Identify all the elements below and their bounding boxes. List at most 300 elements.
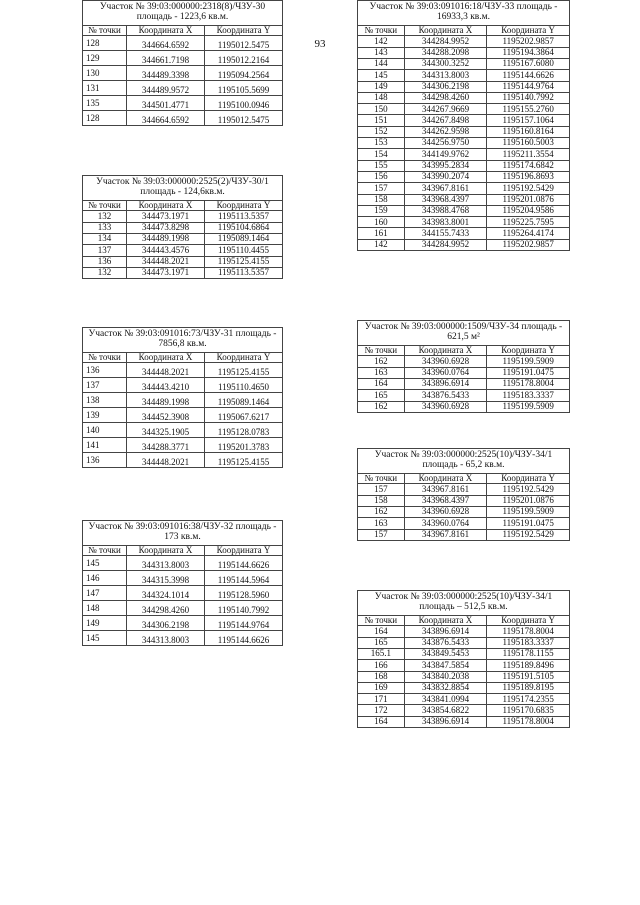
coordinate-y-cell: 1195144.6626 xyxy=(205,556,283,571)
table-row xyxy=(358,160,570,171)
table-row xyxy=(358,506,570,517)
table-row xyxy=(83,378,283,393)
table-row xyxy=(358,217,570,228)
coordinate-y-cell: 1195144.6626 xyxy=(487,70,570,81)
table-row xyxy=(83,556,283,571)
table-row xyxy=(83,363,283,378)
coordinate-x-cell: 343960.0764 xyxy=(404,367,487,378)
coordinate-y-cell: 1195192.5429 xyxy=(487,529,570,540)
table-row xyxy=(358,70,570,81)
point-number-cell: 163 xyxy=(358,367,405,378)
table-row xyxy=(358,356,570,367)
table-row xyxy=(358,694,570,705)
table-row xyxy=(358,205,570,216)
coordinate-x-cell: 343854.6822 xyxy=(404,705,487,716)
table-row xyxy=(83,245,283,256)
table-row xyxy=(358,138,570,149)
point-number-header: № точки xyxy=(358,615,405,625)
parcel-title: Участок № 39:03:091016:18/ЧЗУ-33 площадь - 16933,3 кв.м. xyxy=(358,1,570,26)
point-number-cell: 157 xyxy=(358,484,405,495)
point-number-cell: 132 xyxy=(83,267,127,278)
parcel-table-block xyxy=(82,0,283,126)
table-row xyxy=(83,51,283,66)
parcel-table-block xyxy=(357,448,570,541)
table-row xyxy=(83,96,283,111)
point-number-cell: 171 xyxy=(358,694,405,705)
parcel-title: Участок № 39:03:000000:2525(10)/ЧЗУ-34/1 площадь – 512,5 кв.м. xyxy=(358,591,570,616)
coordinate-x-cell: 344288.3771 xyxy=(127,438,205,453)
point-number-cell: 166 xyxy=(358,660,405,671)
coordinate-y-cell: 1195105.5699 xyxy=(205,81,283,96)
coordinate-y-cell: 1195183.3337 xyxy=(487,637,570,648)
point-number-cell: 160 xyxy=(358,217,405,228)
parcel-coordinates-table xyxy=(82,175,283,279)
point-number-cell: 148 xyxy=(83,601,127,616)
point-number-cell: 145 xyxy=(83,556,127,571)
coordinate-y-header: Координата Y xyxy=(487,345,570,355)
coordinate-y-cell: 1195012.5475 xyxy=(205,111,283,126)
coordinate-x-cell: 344267.8498 xyxy=(404,115,487,126)
parcel-table-block xyxy=(82,520,283,646)
coordinate-x-header: Координата X xyxy=(404,25,487,35)
parcel-title: Участок № 39:03:091016:73/ЧЗУ-31 площадь - 7856,8 кв.м. xyxy=(83,328,283,353)
coordinate-x-cell: 344300.3252 xyxy=(404,58,487,69)
coordinate-x-cell: 344448.2021 xyxy=(127,363,205,378)
table-row xyxy=(83,222,283,233)
coordinate-y-cell: 1195178.1155 xyxy=(487,648,570,659)
coordinate-x-cell: 344306.2198 xyxy=(127,616,205,631)
point-number-header: № точки xyxy=(83,200,127,210)
coordinate-x-cell: 343995.2834 xyxy=(404,160,487,171)
coordinate-x-cell: 344448.2021 xyxy=(127,256,205,267)
coordinate-y-cell: 1195160.8164 xyxy=(487,126,570,137)
point-number-cell: 151 xyxy=(358,115,405,126)
coordinate-y-cell: 1195194.3864 xyxy=(487,47,570,58)
coordinate-x-cell: 344288.2098 xyxy=(404,47,487,58)
coordinate-x-cell: 344489.1998 xyxy=(127,393,205,408)
point-number-cell: 146 xyxy=(83,571,127,586)
coordinate-y-cell: 1195144.9764 xyxy=(205,616,283,631)
coordinate-y-cell: 1195211.3554 xyxy=(487,149,570,160)
table-row xyxy=(358,484,570,495)
coordinate-y-cell: 1195110.4455 xyxy=(205,245,283,256)
coordinate-y-header: Координата Y xyxy=(205,200,283,210)
point-number-cell: 150 xyxy=(358,104,405,115)
point-number-cell: 164 xyxy=(358,378,405,389)
page-number: 93 xyxy=(314,38,326,50)
table-row xyxy=(83,81,283,96)
coordinate-x-cell: 344489.9572 xyxy=(127,81,205,96)
parcel-title: Участок № 39:03:000000:2318(8)/ЧЗУ-30 площадь - 1223,6 кв.м. xyxy=(83,1,283,26)
table-row xyxy=(358,378,570,389)
point-number-cell: 164 xyxy=(358,626,405,637)
coordinate-y-cell: 1195199.5909 xyxy=(487,401,570,412)
table-row xyxy=(358,149,570,160)
point-number-cell: 145 xyxy=(358,70,405,81)
table-row xyxy=(358,682,570,693)
coordinate-y-cell: 1195201.0876 xyxy=(487,194,570,205)
coordinate-x-cell: 344267.9669 xyxy=(404,104,487,115)
coordinate-y-cell: 1195125.4155 xyxy=(205,453,283,468)
coordinate-x-cell: 343960.0764 xyxy=(404,518,487,529)
point-number-cell: 158 xyxy=(358,194,405,205)
point-number-cell: 139 xyxy=(83,408,127,423)
coordinate-y-header: Координата Y xyxy=(205,352,283,362)
coordinate-y-cell: 1195144.5964 xyxy=(205,571,283,586)
coordinate-x-cell: 344149.9762 xyxy=(404,149,487,160)
coordinate-x-cell: 343990.2074 xyxy=(404,171,487,182)
table-row xyxy=(83,408,283,423)
coordinate-x-cell: 344315.3998 xyxy=(127,571,205,586)
coordinate-y-cell: 1195157.1064 xyxy=(487,115,570,126)
coordinate-y-cell: 1195160.5003 xyxy=(487,138,570,149)
coordinate-x-cell: 344443.4210 xyxy=(127,378,205,393)
point-number-cell: 155 xyxy=(358,160,405,171)
table-row xyxy=(358,518,570,529)
point-number-cell: 138 xyxy=(83,393,127,408)
point-number-cell: 158 xyxy=(358,495,405,506)
point-number-cell: 165 xyxy=(358,390,405,401)
coordinate-y-cell: 1195202.9857 xyxy=(487,239,570,250)
coordinate-x-cell: 343967.8161 xyxy=(404,484,487,495)
coordinate-y-cell: 1195144.6626 xyxy=(205,631,283,646)
table-row xyxy=(358,529,570,540)
parcel-table-block xyxy=(357,0,570,251)
coordinate-x-cell: 344501.4771 xyxy=(127,96,205,111)
point-number-header: № точки xyxy=(358,473,405,483)
table-row xyxy=(358,716,570,727)
point-number-cell: 152 xyxy=(358,126,405,137)
coordinate-x-cell: 344664.6592 xyxy=(127,36,205,51)
coordinate-x-cell: 344298.4260 xyxy=(127,601,205,616)
coordinate-x-cell: 344298.4260 xyxy=(404,92,487,103)
coordinate-x-cell: 343849.5453 xyxy=(404,648,487,659)
coordinate-x-cell: 343876.5433 xyxy=(404,637,487,648)
point-number-cell: 145 xyxy=(83,631,127,646)
table-row xyxy=(358,58,570,69)
point-number-cell: 159 xyxy=(358,205,405,216)
coordinate-x-cell: 344489.1998 xyxy=(127,233,205,244)
table-row xyxy=(358,183,570,194)
point-number-cell: 137 xyxy=(83,378,127,393)
coordinate-y-cell: 1195012.5475 xyxy=(205,36,283,51)
coordinate-x-cell: 343967.8161 xyxy=(404,529,487,540)
point-number-cell: 144 xyxy=(358,58,405,69)
point-number-cell: 133 xyxy=(83,222,127,233)
point-number-cell: 128 xyxy=(83,111,127,126)
point-number-cell: 136 xyxy=(83,363,127,378)
coordinate-y-cell: 1195199.5909 xyxy=(487,506,570,517)
point-number-cell: 161 xyxy=(358,228,405,239)
point-number-cell: 164 xyxy=(358,716,405,727)
coordinate-x-cell: 343960.6928 xyxy=(404,401,487,412)
table-row xyxy=(358,648,570,659)
coordinate-x-cell: 343832.8854 xyxy=(404,682,487,693)
table-row xyxy=(358,495,570,506)
point-number-cell: 136 xyxy=(83,453,127,468)
table-row xyxy=(83,438,283,453)
parcel-title: Участок № 39:03:000000:2525(2)/ЧЗУ-30/1 площадь - 124,6кв.м. xyxy=(83,176,283,201)
coordinate-y-cell: 1195104.6864 xyxy=(205,222,283,233)
table-row xyxy=(358,81,570,92)
coordinate-x-cell: 343960.6928 xyxy=(404,356,487,367)
coordinate-x-cell: 343968.4397 xyxy=(404,495,487,506)
point-number-cell: 132 xyxy=(83,211,127,222)
table-row xyxy=(358,194,570,205)
parcel-coordinates-table xyxy=(82,0,283,126)
coordinate-y-cell: 1195178.8004 xyxy=(487,378,570,389)
table-row xyxy=(358,92,570,103)
coordinate-y-cell: 1195144.9764 xyxy=(487,81,570,92)
point-number-header: № точки xyxy=(358,25,405,35)
coordinate-x-cell: 344313.8003 xyxy=(127,556,205,571)
parcel-table-block xyxy=(82,175,283,279)
parcel-coordinates-table xyxy=(357,590,570,728)
coordinate-x-header: Координата X xyxy=(127,352,205,362)
point-number-cell: 129 xyxy=(83,51,127,66)
parcel-table-block xyxy=(82,327,283,468)
table-row xyxy=(358,660,570,671)
coordinate-x-cell: 343983.8001 xyxy=(404,217,487,228)
coordinate-x-cell: 343847.5854 xyxy=(404,660,487,671)
coordinate-y-cell: 1195094.2564 xyxy=(205,66,283,81)
coordinate-x-cell: 343896.6914 xyxy=(404,378,487,389)
table-row xyxy=(358,637,570,648)
point-number-cell: 162 xyxy=(358,401,405,412)
coordinate-y-cell: 1195196.8693 xyxy=(487,171,570,182)
parcel-coordinates-table xyxy=(82,520,283,646)
point-number-cell: 147 xyxy=(83,586,127,601)
coordinate-y-header: Координата Y xyxy=(487,615,570,625)
coordinate-y-cell: 1195189.8195 xyxy=(487,682,570,693)
coordinate-y-cell: 1195155.2760 xyxy=(487,104,570,115)
coordinate-x-cell: 344284.9952 xyxy=(404,36,487,47)
table-row xyxy=(358,126,570,137)
coordinate-y-cell: 1195225.7595 xyxy=(487,217,570,228)
table-row xyxy=(83,233,283,244)
table-row xyxy=(358,171,570,182)
point-number-cell: 128 xyxy=(83,36,127,51)
table-row xyxy=(358,239,570,250)
coordinate-y-cell: 1195089.1464 xyxy=(205,233,283,244)
coordinate-y-cell: 1195202.9857 xyxy=(487,36,570,47)
coordinate-x-cell: 344664.6592 xyxy=(127,111,205,126)
point-number-cell: 142 xyxy=(358,36,405,47)
coordinate-y-cell: 1195128.0783 xyxy=(205,423,283,438)
point-number-cell: 136 xyxy=(83,256,127,267)
table-row xyxy=(83,256,283,267)
coordinate-y-cell: 1195192.5429 xyxy=(487,183,570,194)
coordinate-x-cell: 344284.9952 xyxy=(404,239,487,250)
coordinate-y-cell: 1195140.7992 xyxy=(205,601,283,616)
coordinate-y-cell: 1195128.5960 xyxy=(205,586,283,601)
coordinate-x-header: Координата X xyxy=(404,615,487,625)
parcel-table-block xyxy=(357,320,570,413)
point-number-cell: 140 xyxy=(83,423,127,438)
coordinate-y-cell: 1195191.5105 xyxy=(487,671,570,682)
parcel-title: Участок № 39:03:091016:38/ЧЗУ-32 площадь - 173 кв.м. xyxy=(83,521,283,546)
coordinate-x-cell: 344155.7433 xyxy=(404,228,487,239)
point-number-cell: 172 xyxy=(358,705,405,716)
point-number-header: № точки xyxy=(83,352,127,362)
coordinate-x-cell: 343840.2038 xyxy=(404,671,487,682)
table-row xyxy=(83,601,283,616)
coordinate-x-cell: 343967.8161 xyxy=(404,183,487,194)
point-number-cell: 169 xyxy=(358,682,405,693)
point-number-cell: 131 xyxy=(83,81,127,96)
point-number-cell: 163 xyxy=(358,518,405,529)
point-number-cell: 143 xyxy=(358,47,405,58)
point-number-cell: 154 xyxy=(358,149,405,160)
table-row xyxy=(358,115,570,126)
table-row xyxy=(83,111,283,126)
coordinate-x-cell: 344473.1971 xyxy=(127,267,205,278)
point-number-cell: 157 xyxy=(358,529,405,540)
table-row xyxy=(83,571,283,586)
point-number-cell: 141 xyxy=(83,438,127,453)
point-number-cell: 130 xyxy=(83,66,127,81)
coordinate-y-cell: 1195178.8004 xyxy=(487,626,570,637)
table-row xyxy=(83,616,283,631)
coordinate-x-cell: 344325.1905 xyxy=(127,423,205,438)
table-row xyxy=(358,36,570,47)
coordinate-y-cell: 1195125.4155 xyxy=(205,256,283,267)
coordinate-x-cell: 344324.1014 xyxy=(127,586,205,601)
coordinate-x-cell: 343960.6928 xyxy=(404,506,487,517)
table-row xyxy=(358,401,570,412)
point-number-cell: 157 xyxy=(358,183,405,194)
point-number-cell: 156 xyxy=(358,171,405,182)
coordinate-x-cell: 344489.3398 xyxy=(127,66,205,81)
table-row xyxy=(83,267,283,278)
coordinate-y-cell: 1195191.0475 xyxy=(487,518,570,529)
point-number-header: № точки xyxy=(83,545,127,555)
coordinate-y-cell: 1195189.8496 xyxy=(487,660,570,671)
coordinate-y-cell: 1195100.0946 xyxy=(205,96,283,111)
coordinate-y-cell: 1195110.4650 xyxy=(205,378,283,393)
coordinate-x-cell: 344313.8003 xyxy=(127,631,205,646)
coordinate-y-cell: 1195174.2355 xyxy=(487,694,570,705)
coordinate-x-cell: 344313.8003 xyxy=(404,70,487,81)
coordinate-x-cell: 343896.6914 xyxy=(404,626,487,637)
point-number-cell: 162 xyxy=(358,506,405,517)
coordinate-x-cell: 343896.6914 xyxy=(404,716,487,727)
table-row xyxy=(358,367,570,378)
coordinate-x-cell: 344661.7198 xyxy=(127,51,205,66)
point-number-cell: 134 xyxy=(83,233,127,244)
coordinate-y-header: Координата Y xyxy=(205,545,283,555)
coordinate-x-cell: 343876.5433 xyxy=(404,390,487,401)
point-number-cell: 135 xyxy=(83,96,127,111)
coordinate-y-cell: 1195264.4174 xyxy=(487,228,570,239)
coordinate-x-cell: 344452.3908 xyxy=(127,408,205,423)
table-row xyxy=(358,47,570,58)
table-row xyxy=(83,66,283,81)
coordinate-y-cell: 1195089.1464 xyxy=(205,393,283,408)
table-row xyxy=(83,631,283,646)
coordinate-x-cell: 344256.9750 xyxy=(404,138,487,149)
coordinate-y-cell: 1195183.3337 xyxy=(487,390,570,401)
point-number-cell: 153 xyxy=(358,138,405,149)
coordinate-x-header: Координата X xyxy=(127,25,205,35)
coordinate-x-cell: 343968.4397 xyxy=(404,194,487,205)
point-number-cell: 165.1 xyxy=(358,648,405,659)
coordinate-y-cell: 1195170.6835 xyxy=(487,705,570,716)
parcel-coordinates-table xyxy=(357,320,570,413)
coordinate-y-cell: 1195067.6217 xyxy=(205,408,283,423)
table-row xyxy=(83,423,283,438)
coordinate-x-header: Координата X xyxy=(127,200,205,210)
coordinate-x-cell: 344473.8298 xyxy=(127,222,205,233)
point-number-cell: 162 xyxy=(358,356,405,367)
coordinate-y-cell: 1195201.3783 xyxy=(205,438,283,453)
point-number-header: № точки xyxy=(358,345,405,355)
table-row xyxy=(83,393,283,408)
table-row xyxy=(83,453,283,468)
point-number-cell: 142 xyxy=(358,239,405,250)
coordinate-y-cell: 1195174.6842 xyxy=(487,160,570,171)
table-row xyxy=(358,104,570,115)
coordinate-y-header: Координата Y xyxy=(205,25,283,35)
coordinate-x-cell: 343841.0994 xyxy=(404,694,487,705)
coordinate-y-header: Координата Y xyxy=(487,473,570,483)
coordinate-y-cell: 1195178.8004 xyxy=(487,716,570,727)
coordinate-y-header: Координата Y xyxy=(487,25,570,35)
coordinate-y-cell: 1195199.5909 xyxy=(487,356,570,367)
coordinate-x-cell: 343988.4768 xyxy=(404,205,487,216)
point-number-cell: 149 xyxy=(83,616,127,631)
parcel-table-block xyxy=(357,590,570,728)
coordinate-x-header: Координата X xyxy=(404,345,487,355)
table-row xyxy=(358,228,570,239)
parcel-coordinates-table xyxy=(357,0,570,251)
parcel-title: Участок № 39:03:000000:1509/ЧЗУ-34 площадь - 621,5 м² xyxy=(358,321,570,346)
table-row xyxy=(83,586,283,601)
coordinate-y-cell: 1195192.5429 xyxy=(487,484,570,495)
coordinate-x-cell: 344443.4576 xyxy=(127,245,205,256)
table-row xyxy=(358,390,570,401)
coordinate-y-cell: 1195201.0876 xyxy=(487,495,570,506)
coordinate-y-cell: 1195012.2164 xyxy=(205,51,283,66)
point-number-cell: 137 xyxy=(83,245,127,256)
point-number-cell: 165 xyxy=(358,637,405,648)
coordinate-x-header: Координата X xyxy=(404,473,487,483)
table-row xyxy=(358,671,570,682)
coordinate-x-cell: 344448.2021 xyxy=(127,453,205,468)
coordinate-y-cell: 1195113.5357 xyxy=(205,211,283,222)
coordinate-x-cell: 344262.9598 xyxy=(404,126,487,137)
parcel-title: Участок № 39:03:000000:2525(10)/ЧЗУ-34/1 площадь - 65,2 кв.м. xyxy=(358,449,570,474)
coordinate-y-cell: 1195167.6080 xyxy=(487,58,570,69)
coordinate-y-cell: 1195204.9586 xyxy=(487,205,570,216)
table-row xyxy=(358,626,570,637)
coordinate-x-cell: 344306.2198 xyxy=(404,81,487,92)
point-number-header: № точки xyxy=(83,25,127,35)
coordinate-x-cell: 344473.1971 xyxy=(127,211,205,222)
coordinate-y-cell: 1195113.5357 xyxy=(205,267,283,278)
parcel-coordinates-table xyxy=(357,448,570,541)
point-number-cell: 149 xyxy=(358,81,405,92)
table-row xyxy=(83,211,283,222)
table-row xyxy=(83,36,283,51)
coordinate-x-header: Координата X xyxy=(127,545,205,555)
table-row xyxy=(358,705,570,716)
coordinate-y-cell: 1195125.4155 xyxy=(205,363,283,378)
parcel-coordinates-table xyxy=(82,327,283,468)
point-number-cell: 168 xyxy=(358,671,405,682)
coordinate-y-cell: 1195140.7992 xyxy=(487,92,570,103)
point-number-cell: 148 xyxy=(358,92,405,103)
